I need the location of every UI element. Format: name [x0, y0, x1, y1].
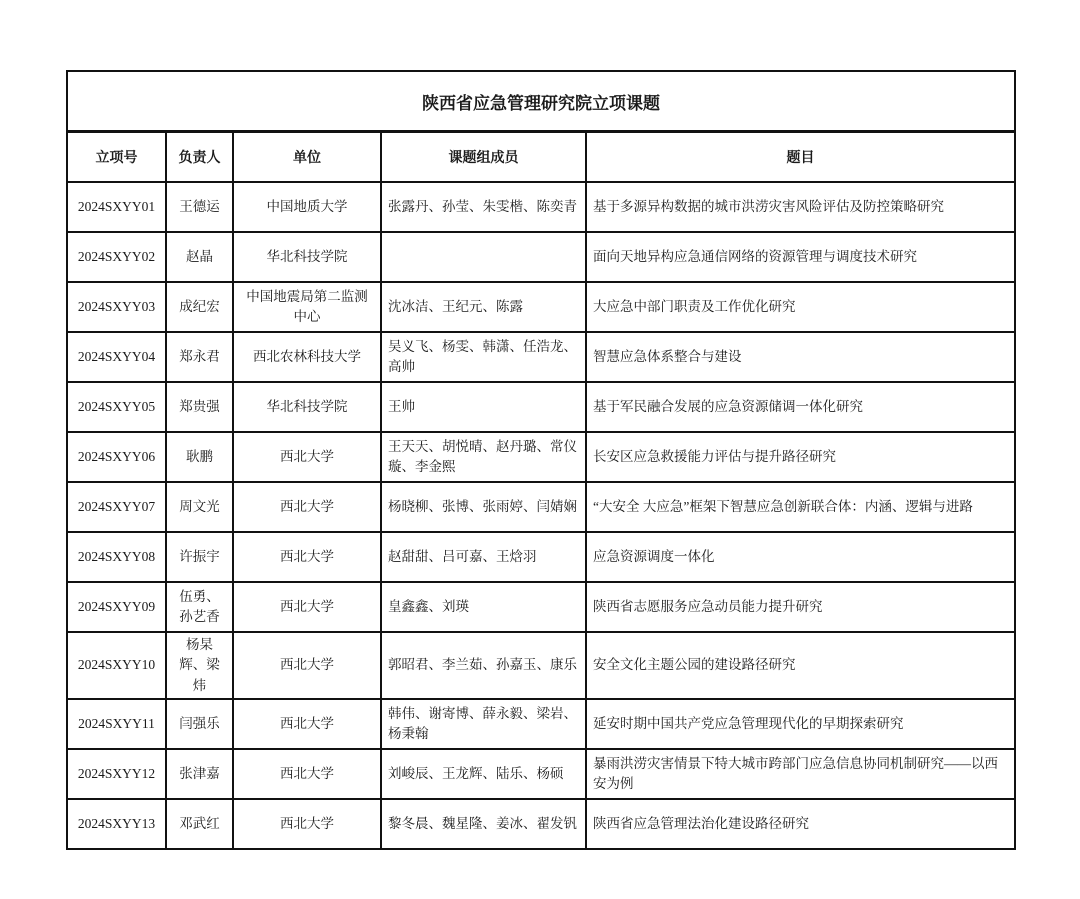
project-id-cell: 2024SXYY13: [67, 799, 166, 849]
table-title: 陕西省应急管理研究院立项课题: [67, 71, 1015, 132]
project-id-cell: 2024SXYY11: [67, 699, 166, 749]
unit-cell: 西北大学: [233, 432, 381, 482]
project-id-cell: 2024SXYY01: [67, 182, 166, 232]
leader-cell: 闫强乐: [166, 699, 233, 749]
leader-cell: 郑永君: [166, 332, 233, 382]
header-leader: 负责人: [166, 132, 233, 183]
leader-cell: 郑贵强: [166, 382, 233, 432]
table-row: [67, 799, 1015, 849]
topic-cell: “大安全 大应急”框架下智慧应急创新联合体：内涵、逻辑与进路: [586, 482, 1015, 532]
topic-cell: 大应急中部门职责及工作优化研究: [586, 282, 1015, 332]
table-row: [67, 382, 1015, 432]
table-row: [67, 699, 1015, 749]
members-cell: 郭昭君、李兰茹、孙嘉玉、康乐: [381, 632, 586, 699]
unit-cell: 中国地震局第二监测中心: [233, 282, 381, 332]
table-row: [67, 532, 1015, 582]
table-row: [67, 332, 1015, 382]
table-row: [67, 482, 1015, 532]
unit-cell: 西北大学: [233, 532, 381, 582]
unit-cell: 华北科技学院: [233, 382, 381, 432]
table-row: [67, 749, 1015, 799]
topic-cell: 应急资源调度一体化: [586, 532, 1015, 582]
table-row: [67, 432, 1015, 482]
unit-cell: 中国地质大学: [233, 182, 381, 232]
project-id-cell: 2024SXYY02: [67, 232, 166, 282]
members-cell: 韩伟、谢寄博、薛永毅、梁岩、杨秉翰: [381, 699, 586, 749]
topic-cell: 陕西省应急管理法治化建设路径研究: [586, 799, 1015, 849]
project-id-cell: 2024SXYY12: [67, 749, 166, 799]
table-row: [67, 232, 1015, 282]
project-id-cell: 2024SXYY04: [67, 332, 166, 382]
leader-cell: 王德运: [166, 182, 233, 232]
topic-cell: 长安区应急救援能力评估与提升路径研究: [586, 432, 1015, 482]
unit-cell: 西北大学: [233, 482, 381, 532]
members-cell: 张露丹、孙莹、朱雯楷、陈奕青: [381, 182, 586, 232]
project-id-cell: 2024SXYY06: [67, 432, 166, 482]
members-cell: 吴义飞、杨雯、韩潇、任浩龙、高帅: [381, 332, 586, 382]
unit-cell: 西北大学: [233, 749, 381, 799]
topic-cell: 陕西省志愿服务应急动员能力提升研究: [586, 582, 1015, 632]
leader-cell: 邓武红: [166, 799, 233, 849]
header-topic: 题目: [586, 132, 1015, 183]
leader-cell: 周文光: [166, 482, 233, 532]
members-cell: 杨晓柳、张博、张雨婷、闫婧娴: [381, 482, 586, 532]
topic-cell: 延安时期中国共产党应急管理现代化的早期探索研究: [586, 699, 1015, 749]
table-row: [67, 632, 1015, 699]
topic-cell: 智慧应急体系整合与建设: [586, 332, 1015, 382]
leader-cell: 成纪宏: [166, 282, 233, 332]
header-members: 课题组成员: [381, 132, 586, 183]
members-cell: [381, 232, 586, 282]
project-table: [66, 70, 1016, 850]
unit-cell: 西北大学: [233, 699, 381, 749]
project-id-cell: 2024SXYY08: [67, 532, 166, 582]
project-id-cell: 2024SXYY05: [67, 382, 166, 432]
table-header-row: [67, 132, 1015, 183]
project-id-cell: 2024SXYY10: [67, 632, 166, 699]
members-cell: 黎冬晨、魏星隆、姜冰、翟发钒: [381, 799, 586, 849]
topic-cell: 基于军民融合发展的应急资源储调一体化研究: [586, 382, 1015, 432]
leader-cell: 耿鹏: [166, 432, 233, 482]
topic-cell: 暴雨洪涝灾害情景下特大城市跨部门应急信息协同机制研究——以西安为例: [586, 749, 1015, 799]
leader-cell: 许振宇: [166, 532, 233, 582]
table-row: [67, 182, 1015, 232]
table-title-row: [67, 71, 1015, 132]
table-row: [67, 282, 1015, 332]
unit-cell: 西北大学: [233, 582, 381, 632]
topic-cell: 安全文化主题公园的建设路径研究: [586, 632, 1015, 699]
members-cell: 沈冰洁、王纪元、陈露: [381, 282, 586, 332]
project-id-cell: 2024SXYY07: [67, 482, 166, 532]
leader-cell: 张津嘉: [166, 749, 233, 799]
header-project-id: 立项号: [67, 132, 166, 183]
leader-cell: 杨杲辉、梁炜: [166, 632, 233, 699]
members-cell: 王天天、胡悦晴、赵丹璐、常仪璇、李金熙: [381, 432, 586, 482]
leader-cell: 伍勇、孙艺香: [166, 582, 233, 632]
topic-cell: 面向天地异构应急通信网络的资源管理与调度技术研究: [586, 232, 1015, 282]
members-cell: 王帅: [381, 382, 586, 432]
topic-cell: 基于多源异构数据的城市洪涝灾害风险评估及防控策略研究: [586, 182, 1015, 232]
unit-cell: 华北科技学院: [233, 232, 381, 282]
members-cell: 皇鑫鑫、刘瑛: [381, 582, 586, 632]
members-cell: 赵甜甜、吕可嘉、王焓羽: [381, 532, 586, 582]
unit-cell: 西北大学: [233, 799, 381, 849]
header-unit: 单位: [233, 132, 381, 183]
project-id-cell: 2024SXYY09: [67, 582, 166, 632]
table-row: [67, 582, 1015, 632]
unit-cell: 西北大学: [233, 632, 381, 699]
project-id-cell: 2024SXYY03: [67, 282, 166, 332]
unit-cell: 西北农林科技大学: [233, 332, 381, 382]
leader-cell: 赵晶: [166, 232, 233, 282]
members-cell: 刘峻辰、王龙辉、陆乐、杨硕: [381, 749, 586, 799]
